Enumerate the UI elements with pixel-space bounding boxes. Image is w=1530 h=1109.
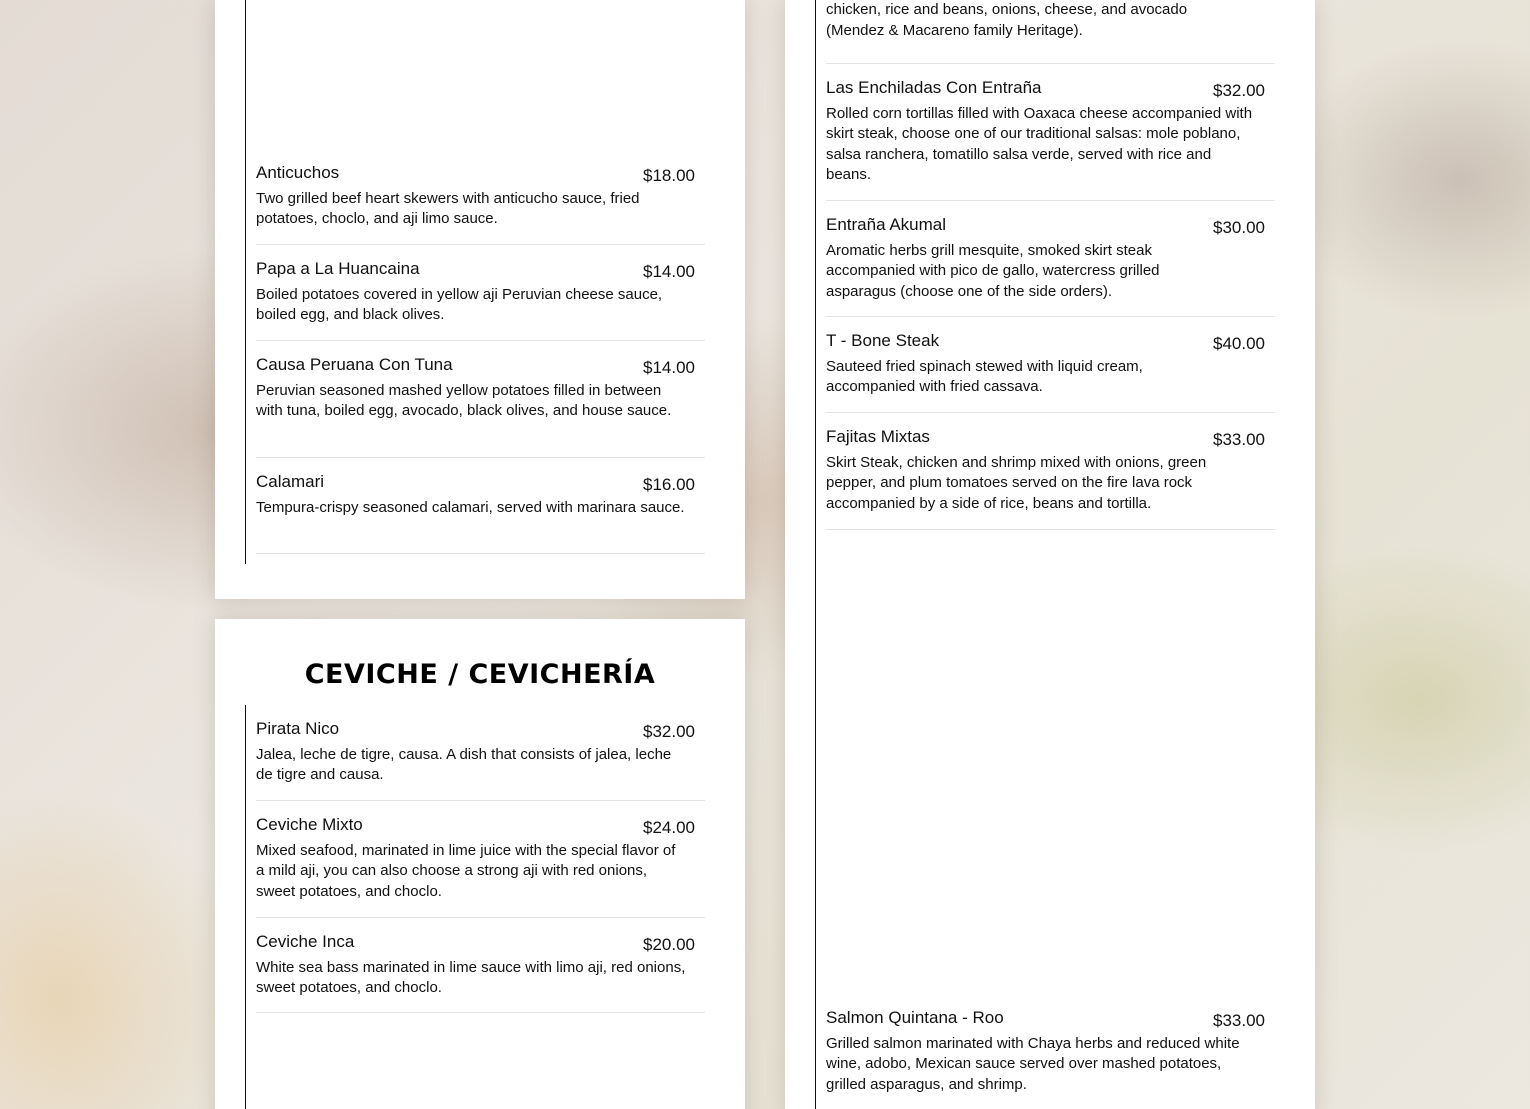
menu-panel-entrees [785,0,1315,1109]
menu-item-t-bone-steak[interactable] [826,331,1275,413]
item-price: $20.00 [643,935,695,954]
item-description: Mixed seafood, marinated in lime juice with the special flavor of a mild aji, you can also choose a strong aji with red onions, sweet potatoes, and choclo. [256,842,676,900]
item-name: Salmon Quintana - Roo [826,1008,1004,1027]
item-price: $30.00 [1213,218,1265,237]
item-name: Las Enchiladas Con Entraña [826,78,1042,97]
menu-item-ceviche-inca[interactable] [256,932,705,1013]
item-description: Rolled corn tortillas filled with Oaxaca cheese accompanied with skirt steak, choose one of our traditional salsas: mole poblano, salsa ranchera, tomatillo salsa verde, served with rice and beans. [826,105,1253,183]
ceviche-list [245,705,705,1109]
item-description: Tempura-crispy seasoned calamari, served with marinara sauce. [256,499,685,516]
menu-item-papa-huancaina[interactable] [256,259,705,341]
item-description: Two grilled beef heart skewers with anticucho sauce, fried potatoes, choclo, and aji limo sauce. [256,190,640,228]
menu-item-enchiladas-entrana[interactable] [826,78,1275,201]
item-name: Entraña Akumal [826,215,947,234]
item-name: Papa a La Huancaina [256,259,420,278]
menu-panel-ceviche [215,619,745,1109]
item-name: Ceviche Mixto [256,815,363,834]
item-description: Jalea, leche de tigre, causa. A dish that consists of jalea, leche de tigre and causa. [256,746,672,784]
item-price: $32.00 [1213,81,1265,100]
menu-item-anticuchos[interactable] [256,163,705,245]
item-price: $33.00 [1213,1011,1265,1030]
menu-panel-appetizers [215,0,745,599]
menu-item-causa-peruana[interactable] [256,355,705,458]
appetizers-list [245,0,705,564]
item-price: $24.00 [643,818,695,837]
menu-item-fajitas-mixtas[interactable] [826,427,1275,530]
section-title: CEVICHE / CEVICHERÍA [304,659,656,690]
item-name: Pirata Nico [256,719,340,738]
item-name: Calamari [256,472,325,491]
item-price: $40.00 [1213,334,1265,353]
item-description: Sauteed fried spinach stewed with liquid cream, accompanied with fried cassava. [826,358,1143,396]
item-price: $33.00 [1213,430,1265,449]
item-description: White sea bass marinated in lime sauce with limo aji, red onions, sweet potatoes, and choclo. [256,959,686,997]
item-name: T - Bone Steak [826,331,940,350]
entrees-list [815,0,1275,1109]
item-price: $18.00 [643,166,695,185]
menu-item-salmon-quintana-roo[interactable] [826,1008,1275,1108]
item-description: chicken, rice and beans, onions, cheese, and avocado (Mendez & Macareno family Heritage). [826,1,1188,39]
item-price: $14.00 [643,262,695,281]
item-price: $32.00 [643,722,695,741]
menu-item-ceviche-mixto[interactable] [256,815,705,918]
item-price: $16.00 [643,475,695,494]
item-description: Boiled potatoes covered in yellow aji Peruvian cheese sauce, boiled egg, and black olives. [256,286,663,324]
item-description: Aromatic herbs grill mesquite, smoked skirt steak accompanied with pico de gallo, watercress grilled asparagus (choose one of the side orders). [826,242,1160,300]
menu-item-entrana-akumal[interactable] [826,215,1275,317]
item-price: $14.00 [643,358,695,377]
item-name: Ceviche Inca [256,932,355,951]
item-description: Grilled salmon marinated with Chaya herbs and reduced white wine, adobo, Mexican sauce served over mashed potatoes, grilled asparagus, and shrimp. [826,1035,1240,1093]
item-name: Fajitas Mixtas [826,427,930,446]
menu-item-pirata-nico[interactable] [256,719,705,801]
item-name: Anticuchos [256,163,340,182]
menu-item-partial[interactable] [826,0,1275,64]
item-description: Skirt Steak, chicken and shrimp mixed with onions, green pepper, and plum tomatoes served on the fire lava rock accompanied by a side of rice, beans and tortilla. [826,454,1207,512]
menu-item-calamari[interactable] [256,472,705,554]
item-name: Causa Peruana Con Tuna [256,355,453,374]
item-description: Peruvian seasoned mashed yellow potatoes filled in between with tuna, boiled egg, avocado, black olives, and house sauce. [256,382,672,420]
